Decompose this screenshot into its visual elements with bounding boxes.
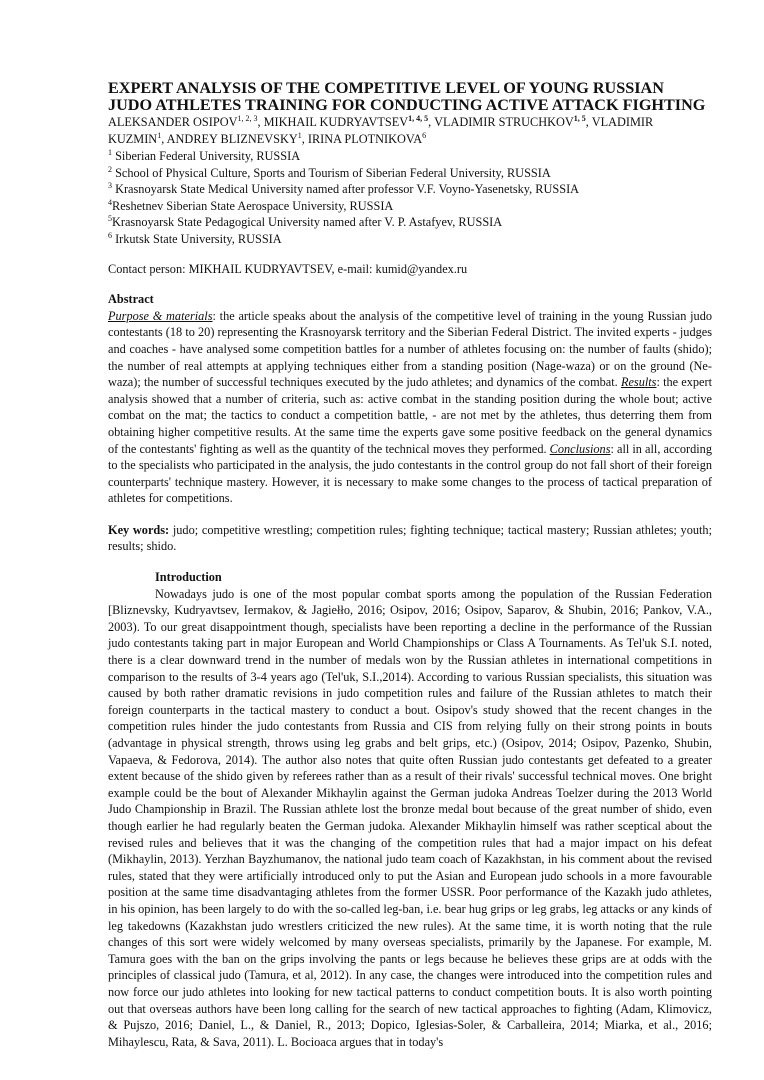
author-list: ALEKSANDER OSIPOV$^{1, 2, 3}$, MIKHAIL KUDRYAVTSEV$^{1, 4, 5}$, VLADIMIR STRUCHKOV$^{1, 5}$, VLADIMIR KUZMIN$^1$, ANDREY BLIZNEVSKY$^1$, IRINA PLOTNIKOVA$^6$: [108, 113, 654, 146]
abstract-body: Purpose & materials: the article speaks about the analysis of the competitive level of training in the young Russian judo contestants (18 to 20) representing the Krasnoyarsk territory and the Siberian Federal District. The invited experts - judges and coaches - have analysed some competition battles for a number of athletes focusing on: the number of faults (shido); the number of real attempts at applying techniques either from a standing position (Nage-waza) or on the ground (Ne-waza); the number of successful techniques executed by the judo athletes; and dynamics of the combat. Results: the expert analysis showed that a number of criteria, such as: active combat in the standing position during the whole bout; active combat on the mat; the tactics to conduct a competition battle, - are not met by the athletes, thus deterring them from obtaining higher competitive results. At the same time the experts gave some positive feedback on the general dynamics of the contestants' fighting as well as the quantity of the technical moves they performed. Conclusions: all in all, according to the specialists who participated in the analysis, the judo contestants in the control group do not fall short of their foreign counterparts' technique mastery. However, it is necessary to make some changes to the process of tactical preparation of athletes for competitions.: [108, 308, 712, 506]
purpose-label: Purpose & materials: [108, 308, 213, 323]
author-affiliation-marker: 1, 4, 5: [408, 113, 429, 123]
affiliation: $^4$Reshetnev Siberian State Aerospace University, RUSSIA: [108, 197, 394, 213]
affiliation: $^3$ Krasnoyarsk State Medical University named after professor V.F. Voyno-Yasenetsky, RUSSIA: [108, 181, 580, 197]
author-name: VLADIMIR KUZMIN: [108, 115, 654, 146]
affiliation-list: [108, 148, 712, 248]
paper-page: [108, 80, 712, 1050]
keywords: Key words: judo; competitive wrestling; competition rules; fighting technique; tactical mastery; Russian athletes; youth; results; shido.: [108, 522, 712, 554]
author-affiliation-marker: 1: [157, 130, 162, 140]
author-affiliation-marker: 6: [422, 130, 427, 140]
affiliation: $^2$ School of Physical Culture, Sports and Tourism of Siberian Federal University, RUSSIA: [108, 164, 551, 180]
author-affiliation-marker: 1, 5: [573, 113, 586, 123]
abstract-heading: Abstract: [108, 292, 154, 307]
author-name: ANDREY BLIZNEVSKY: [166, 132, 298, 146]
introduction-heading: Introduction: [155, 570, 222, 585]
author-affiliation-marker: 1: [297, 130, 302, 140]
contact-person: Contact person: MIKHAIL KUDRYAVTSEV, e-mail: kumid@yandex.ru: [108, 261, 468, 276]
author-affiliation-marker: 1, 2, 3: [237, 113, 258, 123]
keywords-label: Key words:: [108, 522, 170, 537]
paper-title: EXPERT ANALYSIS OF THE COMPETITIVE LEVEL OF YOUNG RUSSIAN JUDO ATHLETES TRAINING FOR CONDUCTING ACTIVE ATTACK FIGHTING: [108, 79, 706, 114]
affiliation: $^6$ Irkutsk State University, RUSSIA: [108, 230, 282, 246]
conclusions-label: Conclusions: [549, 441, 611, 456]
affiliation: $^5$Krasnoyarsk State Pedagogical University named after V. P. Astafyev, RUSSIA: [108, 214, 503, 230]
author-name: ALEKSANDER OSIPOV: [108, 115, 238, 129]
results-label: Results: [620, 375, 657, 390]
author-name: IRINA PLOTNIKOVA: [307, 132, 423, 146]
introduction-body: Nowadays judo is one of the most popular combat sports among the population of the Russian Federation [Bliznevsky, Kudryavtsev, Iermakov, & Jagiełło, 2016; Osipov, 2016; Osipov, Saparov, & Shubin, 2016; Pankov, V.A., 2003). To our great disappointment though, specialists have been reporting a decline in the performance of the Russian judo contestants taking part in major European and World Championships or Class A Tournaments. As Tel'uk S.I. noted, there is a clear downward trend in the number of medals won by the Russian athletes in international competitions in comparison to the results of 3-4 years ago (Tel'uk, S.I.,2014). According to various Russian specialists, this situation was caused by both rather dramatic revisions in judo competition rules and failure of the Russian athletes to match their foreign counterparts in the tactical mastery to conduct a bout. Osipov's study showed that the recent changes in the competition rules hinder the judo contestants from Russia and CIS from relying fully on their strong points in bouts (advantage in physical strength, throws using leg grabs and belt grips, etc.) (Osipov, 2014; Osipov, Pazenko, Shubin, Vapaeva, & Fedorova, 2014). The author also notes that quite often Russian judo contestants get defeated to a greater extent because of the shido given by referees rather than as a result of their rivals' successful technical moves. One bright example could be the bout of Alexander Mikhaylin against the German judoka Andreas Toelzer during the 2013 World Judo Championship in Brazil. The Russian athlete lost the bronze medal bout because of the great number of shido, even though earlier he had regularly beaten the German judoka. Alexander Mikhaylin himself was rather sceptical about the revised rules and believes that it was the changing of the competition rules that had a major impact on his defeat (Mikhaylin, 2013). Yerzhan Bayzhumanov, the national judo team coach of Kazakhstan, in his comment about the revised rules, stated that they were artificially introduced only to put the Asian and European judo schools in a more favourable position at the same time disadvantaging athletes from the former USSR. Poor performance of the Kazakh judo athletes, in his opinion, has been largely to do with the so-called leg-ban, i.e. bear hug grips or leg grabs, leg attacks or any kinds of leg takedowns (Kazakhstan judo wrestlers criticized the new rules). At the same time, it is worth noting that the rule changes of this sort were widely welcomed by many overseas specialists, primarily by the Japanese. For example, M. Tamura goes with the ban on the grips involving the pants or legs because he believes these grips are at odds with the principles of classical judo (Tamura, et al, 2012). In any case, the changes were introduced into the competition rules and now force our judo athletes into looking for new tactical patterns to conduct competition bouts. It is also worth pointing out that overseas authors have been long calling for the search of new tactical approaches to fighting (Adam, Klimovicz, & Pujszo, 2016; Daniel, L., & Daniel, R., 2013; Dopico, Iglesias-Soler, & Carballeira, 2014; Miarka, et al., 2016; Mihaylescu, Rata, & Sava, 2011). L. Bocioaca argues that in today's: [108, 586, 712, 1049]
author-name: VLADIMIR STRUCHKOV: [434, 115, 574, 129]
author-name: MIKHAIL KUDRYAVTSEV: [263, 115, 409, 129]
affiliation: $^1$ Siberian Federal University, RUSSIA: [108, 147, 301, 163]
